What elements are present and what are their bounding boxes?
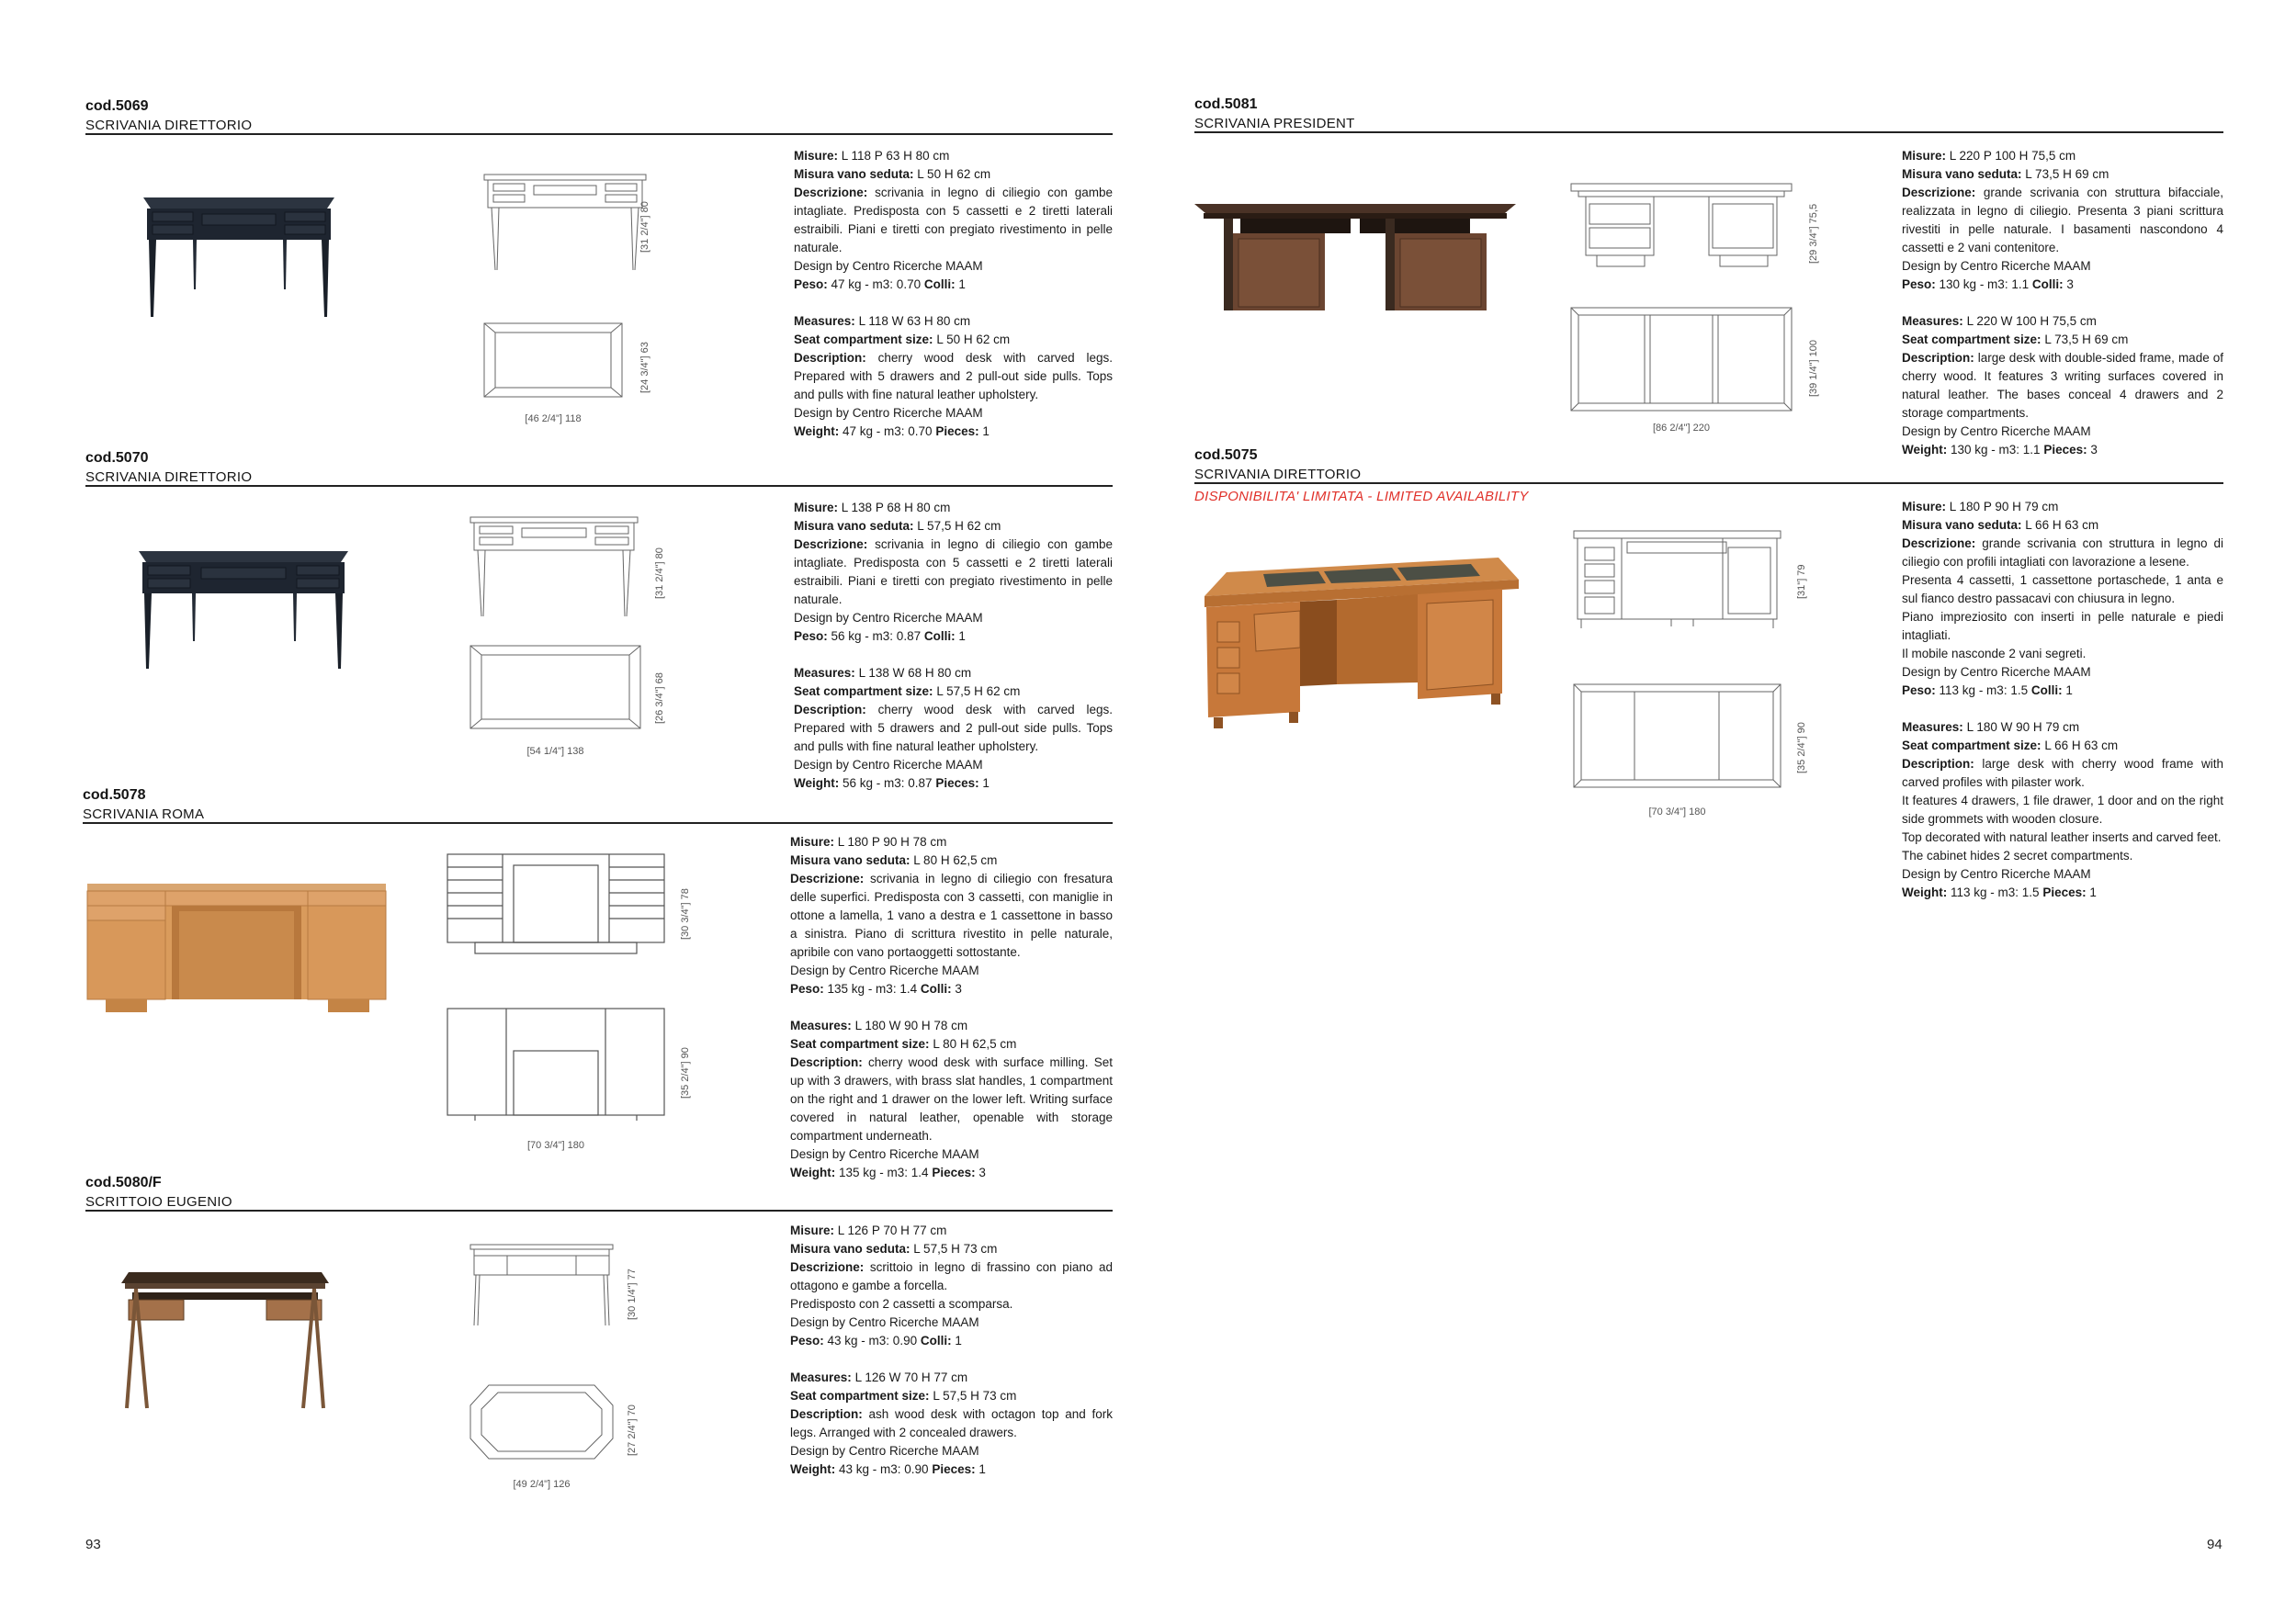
width-dimension: [70 3/4"] 180	[1648, 806, 1706, 818]
product-name: SCRIVANIA PRESIDENT	[1194, 116, 1355, 131]
desk-photo-5070	[133, 542, 354, 675]
product-code: cod.5075	[1194, 447, 1258, 463]
product-code: cod.5080/F	[85, 1175, 162, 1190]
section-rule	[1194, 131, 2223, 133]
product-code: cod.5081	[1194, 96, 1258, 112]
depth-dimension: [27 2/4"] 70	[627, 1404, 638, 1456]
plan-drawing	[470, 646, 640, 728]
section-rule	[1194, 482, 2223, 484]
product-description: Misure: L 180 P 90 H 79 cm Misura vano seduta: L 66 H 63 cm Descrizione: grande scrivania con struttura in legno di ciliegio con profili intagliati con lavorazione a lesene. Presenta 4 cassetti, 1 cassettone portaschede, 1 anta e sul fianco destro passacavi con chiusura in legno. Piano impreziosito con inserti in pelle naturale e piedi intagliati. Il mobile nasconde 2 vani segreti. Design by Centro Ricerche MAAM Peso: 113 kg - m3: 1.5 Colli: 1 Measures: L 180 W 90 H 79 cm Seat compartment size: L 66 H 63 cm Description: large desk with cherry wood frame with carved profiles with pilaster work. It features 4 drawers, 1 file drawer, 1 door and on the right side grommets with wooden closure. Top decorated with natural leather inserts and carved feet. The cabinet hides 2 secret compartments. Design by Centro Ricerche MAAM Weight: 113 kg - m3: 1.5 Pieces: 1	[1902, 500, 2223, 899]
product-code: cod.5069	[85, 98, 149, 114]
desk-photo-5075	[1199, 556, 1521, 730]
desk-photo-5080	[119, 1272, 331, 1410]
section-rule	[85, 485, 1113, 487]
desk-photo-5069	[138, 188, 340, 326]
height-dimension: [30 3/4"] 78	[680, 888, 691, 940]
product-description: Misure: L 180 P 90 H 78 cm Misura vano seduta: L 80 H 62,5 cm Descrizione: scrivania in legno di ciliegio con fresatura delle superfici. Predisposta con 3 cassetti, con maniglie in ottone a lamella, 1 vano a destra e 1 cassettone in basso a sinistra. Piano di scrittura rivestito in pelle naturale, apribile con vano portaoggetti sottostante. Design by Centro Ricerche MAAM Peso: 135 kg - m3: 1.4 Colli: 3 Measures: L 180 W 90 H 78 cm Seat compartment size: L 80 H 62,5 cm Description: cherry wood desk with surface milling. Set up with 3 drawers, with brass slat handles, 1 compartment on the right and 1 drawer on the lower left. Writing surface covered in natural leather, openable with storage compartment underneath. Design by Centro Ricerche MAAM Weight: 135 kg - m3: 1.4 Pieces: 3	[790, 835, 1113, 1179]
product-name: SCRITTOIO EUGENIO	[85, 1194, 232, 1210]
width-dimension: [49 2/4"] 126	[513, 1479, 571, 1490]
depth-dimension: [24 3/4"] 63	[639, 342, 650, 393]
depth-dimension: [26 3/4"] 68	[654, 672, 665, 724]
height-dimension: [31"] 79	[1796, 564, 1807, 599]
product-name: SCRIVANIA DIRETTORIO	[85, 118, 253, 133]
depth-dimension: [39 1/4"] 100	[1808, 339, 1819, 397]
front-elevation-drawing	[447, 854, 664, 955]
plan-drawing	[1574, 684, 1781, 787]
page-number-left: 93	[85, 1537, 101, 1552]
depth-dimension: [35 2/4"] 90	[680, 1047, 691, 1099]
height-dimension: [29 3/4"] 75,5	[1808, 203, 1819, 264]
page-number-right: 94	[2207, 1537, 2222, 1552]
product-name: SCRIVANIA ROMA	[83, 806, 205, 822]
desk-photo-5081	[1194, 204, 1516, 314]
section-rule	[83, 822, 1113, 824]
product-description: Misure: L 126 P 70 H 77 cm Misura vano seduta: L 57,5 H 73 cm Descrizione: scrittoio in legno di frassino con piano ad ottagono e gambe a forcella. Predisposto con 2 cassetti a scomparsa. Design by Centro Ricerche MAAM Peso: 43 kg - m3: 0.90 Colli: 1 Measures: L 126 W 70 H 77 cm Seat compartment size: L 57,5 H 73 cm Description: ash wood desk with octagon top and fork legs. Arranged with 2 concealed drawers. Design by Centro Ricerche MAAM Weight: 43 kg - m3: 0.90 Pieces: 1	[790, 1224, 1113, 1476]
section-rule	[85, 1210, 1113, 1212]
product-description: Misure: L 220 P 100 H 75,5 cm Misura vano seduta: L 73,5 H 69 cm Descrizione: grande scrivania con struttura bifacciale, realizzata in legno di ciliegio. Presenta 3 piani scrittura rivestiti in pelle naturale. I basamenti nascondono 4 cassetti e 2 vani contenitore. Design by Centro Ricerche MAAM Peso: 130 kg - m3: 1.1 Colli: 3 Measures: L 220 W 100 H 75,5 cm Seat compartment size: L 73,5 H 69 cm Description: large desk with double-sided frame, made of cherry wood. It features 3 writing surfaces covered in natural leather. The bases conceal 4 drawers and 2 storage compartments. Design by Centro Ricerche MAAM Weight: 130 kg - m3: 1.1 Pieces: 3	[1902, 149, 2223, 457]
width-dimension: [46 2/4"] 118	[525, 413, 582, 424]
plan-drawing	[447, 1009, 664, 1121]
product-description: Misure: L 138 P 68 H 80 cm Misura vano seduta: L 57,5 H 62 cm Descrizione: scrivania in legno di ciliegio con gambe intagliate. Predisposta con 5 cassetti e 2 tiretti laterali estraibili. Piani e tiretti con pregiato rivestimento in pelle naturale. Design by Centro Ricerche MAAM Peso: 56 kg - m3: 0.87 Colli: 1 Measures: L 138 W 68 H 80 cm Seat compartment size: L 57,5 H 62 cm Description: cherry wood desk with carved legs. Prepared with 5 drawers and 2 pull-out side pulls. Tops and pulls with fine natural leather upholstery. Design by Centro Ricerche MAAM Weight: 56 kg - m3: 0.87 Pieces: 1	[794, 501, 1113, 790]
height-dimension: [30 1/4"] 77	[627, 1269, 638, 1320]
front-elevation-drawing	[1574, 531, 1781, 630]
product-code: cod.5070	[85, 450, 149, 466]
width-dimension: [70 3/4"] 180	[526, 1140, 584, 1151]
front-elevation-drawing	[484, 175, 646, 271]
height-dimension: [31 2/4"] 80	[639, 201, 650, 253]
plan-drawing	[470, 1385, 613, 1459]
product-name: SCRIVANIA DIRETTORIO	[85, 469, 253, 485]
width-dimension: [54 1/4"] 138	[526, 746, 584, 757]
product-name: SCRIVANIA DIRETTORIO	[1194, 467, 1362, 482]
plan-drawing	[484, 323, 622, 397]
product-code: cod.5078	[83, 787, 146, 803]
height-dimension: [31 2/4"] 80	[654, 547, 665, 599]
depth-dimension: [35 2/4"] 90	[1796, 722, 1807, 773]
plan-drawing	[1571, 308, 1792, 411]
front-elevation-drawing	[470, 517, 638, 618]
section-rule	[85, 133, 1113, 135]
front-elevation-drawing	[1571, 184, 1792, 268]
product-description: Misure: L 118 P 63 H 80 cm Misura vano seduta: L 50 H 62 cm Descrizione: scrivania in legno di ciliegio con gambe intagliate. Predisposta con 5 cassetti e 2 tiretti laterali estraibili. Piani e tiretti con pregiato rivestimento in pelle naturale. Design by Centro Ricerche MAAM Peso: 47 kg - m3: 0.70 Colli: 1 Measures: L 118 W 63 H 80 cm Seat compartment size: L 50 H 62 cm Description: cherry wood desk with carved legs. Prepared with 5 drawers and 2 pull-out side pulls. Tops and pulls with fine natural leather upholstery. Design by Centro Ricerche MAAM Weight: 47 kg - m3: 0.70 Pieces: 1	[794, 149, 1113, 438]
desk-photo-5078	[87, 884, 386, 1014]
width-dimension: [86 2/4"] 220	[1652, 423, 1710, 434]
front-elevation-drawing	[470, 1245, 613, 1327]
availability-notice: DISPONIBILITA' LIMITATA - LIMITED AVAILABILITY	[1194, 489, 1529, 504]
